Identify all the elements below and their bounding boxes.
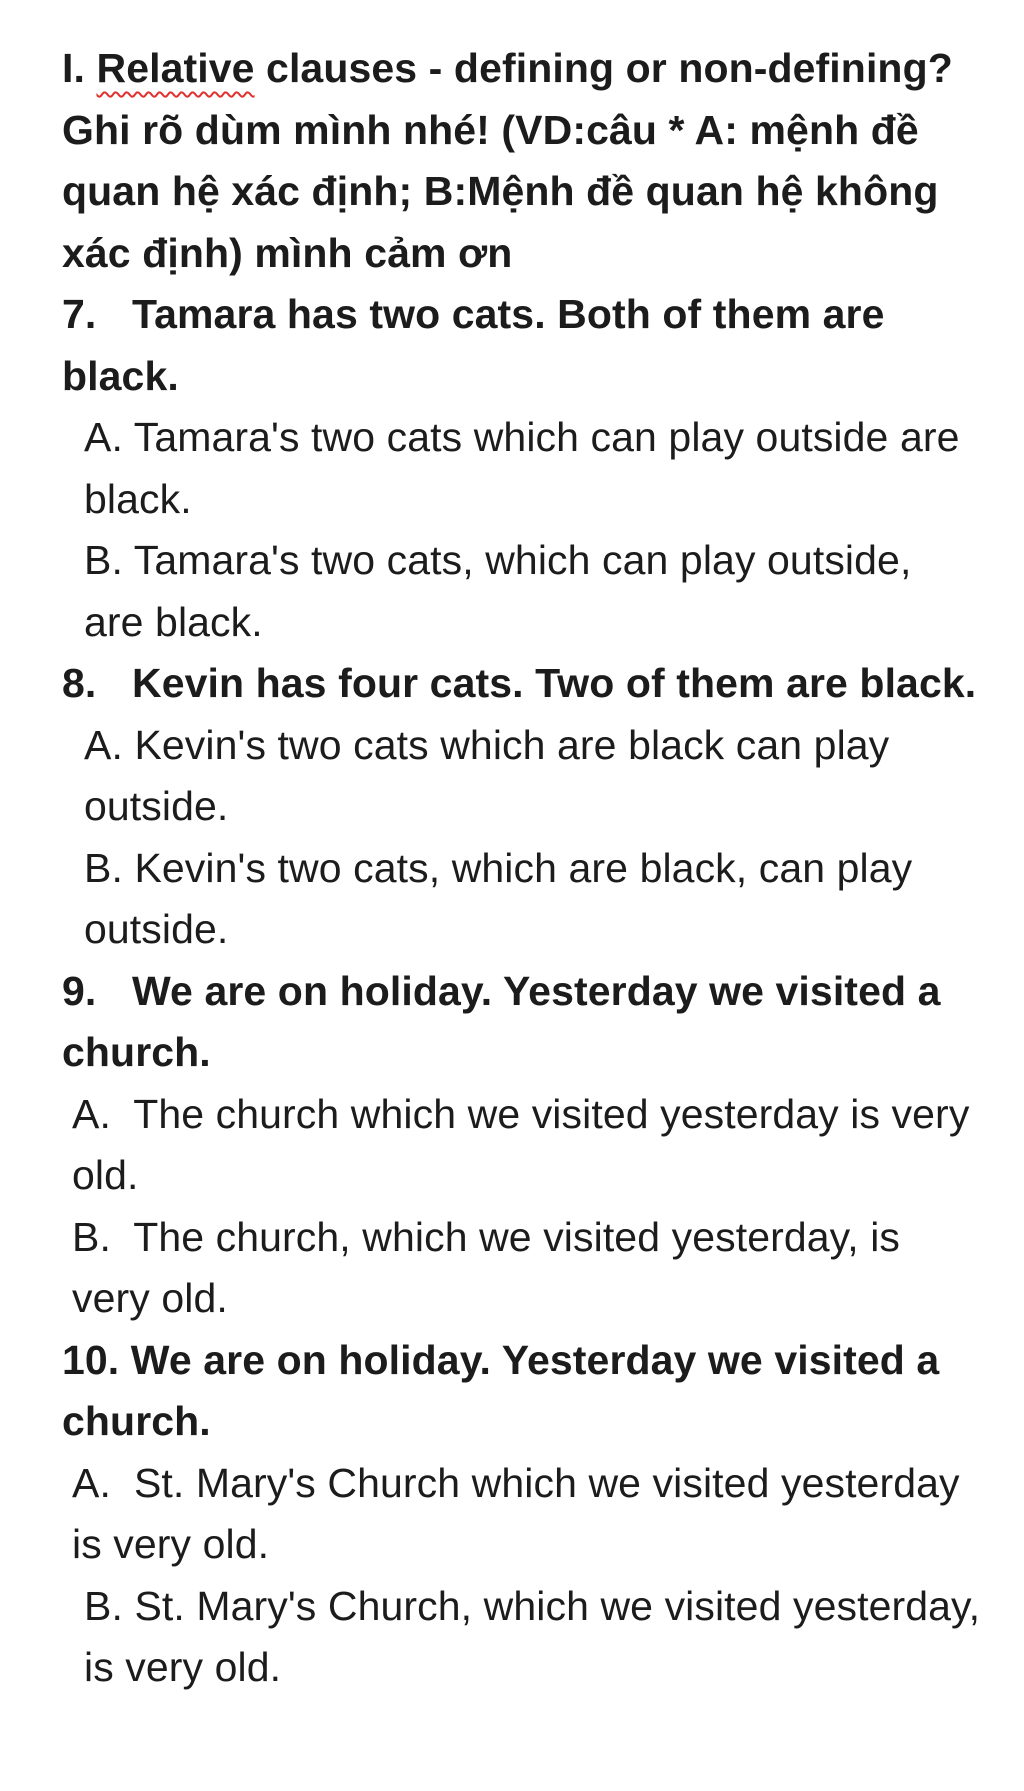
option-label: A. [84,414,123,460]
header-instruction-text: clauses - defining or non-defining?Ghi rõ dùm mình nhé! (VD:câu * A: mệnh đề quan hệ xác định; B:Mệnh đề quan hệ không xác định) mình cảm ơn [62,45,953,276]
question-number: 7. [62,291,97,337]
question-prompt-text: Kevin has four cats. Two of them are black. [132,660,977,706]
document-body [62,38,982,1699]
option-text: The church which we visited yesterday is very old. [72,1090,970,1198]
option-text: St. Mary's Church, which we visited yesterday, is very old. [84,1582,981,1690]
option-text: The church, which we visited yesterday, is very old. [72,1213,901,1321]
question-prompt-text: Tamara has two cats. Both of them are black. [62,291,885,399]
question-number: 9. [62,967,97,1014]
question-prompt-text: We are on holiday. Yesterday we visited a church. [62,967,941,1075]
option-text: Tamara's two cats which can play outside are black. [84,414,960,522]
question-7-option-b [62,530,982,653]
option-label: B. [84,1582,123,1629]
option-text: Kevin's two cats, which are black, can play outside. [84,844,913,952]
question-9-option-b [62,1207,982,1330]
option-text: St. Mary's Church which we visited yesterday is very old. [72,1459,960,1567]
header-instruction [62,38,982,284]
option-label: B. [84,844,123,891]
option-text: Tamara's two cats, which can play outside, are black. [84,537,912,645]
question-7-prompt [62,284,982,407]
question-9-option-a [62,1084,982,1207]
option-label: A. [72,1090,111,1137]
question-number: 10. [62,1336,120,1383]
question-number: 8. [62,660,97,706]
option-text: Kevin's two cats which are black can play outside. [84,721,890,829]
question-10-option-a [62,1453,982,1576]
question-8-option-b [62,838,982,961]
question-8-option-a [62,715,982,838]
option-label: A. [84,721,123,768]
spellcheck-flagged-word[interactable]: Relative [96,45,255,91]
option-label: B. [84,537,123,583]
question-8-prompt [62,653,982,715]
header-prefix: I. [62,45,97,91]
option-label: B. [72,1213,111,1260]
question-9-prompt [62,961,982,1084]
question-7-option-a [62,407,982,530]
question-10-prompt [62,1330,982,1453]
question-10-option-b [62,1576,982,1699]
question-prompt-text: We are on holiday. Yesterday we visited a church. [62,1336,940,1444]
option-label: A. [72,1459,111,1506]
